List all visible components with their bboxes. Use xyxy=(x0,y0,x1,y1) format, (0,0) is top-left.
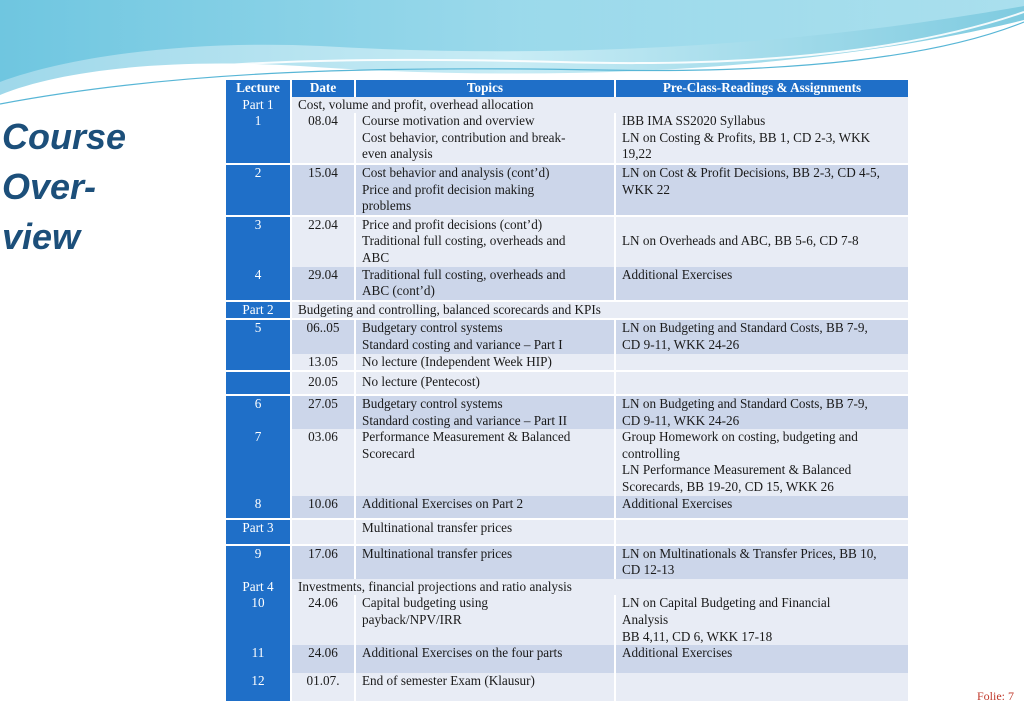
lecture-cell: 4 xyxy=(226,267,292,300)
table-row xyxy=(226,370,908,394)
topics-cell: End of semester Exam (Klausur) xyxy=(356,673,616,701)
topics-cell: No lecture (Pentecost) xyxy=(356,372,616,394)
topics-cell: Multinational transfer prices xyxy=(356,520,616,544)
readings-cell xyxy=(616,673,908,701)
readings-cell xyxy=(616,520,908,544)
lecture-cell: 10 xyxy=(226,595,292,645)
topics-cell: Course motivation and overview Cost behavior, contribution and break- even analysis xyxy=(356,113,616,163)
lecture-cell: 1 xyxy=(226,113,292,163)
lecture-cell: Part 1 xyxy=(226,97,292,114)
table-row xyxy=(226,215,908,267)
lecture-cell: 9 xyxy=(226,546,292,579)
date-cell: 10.06 xyxy=(292,496,356,518)
lecture-cell: Part 3 xyxy=(226,520,292,544)
table-row xyxy=(226,645,908,673)
date-cell: 01.07. xyxy=(292,673,356,701)
table-row xyxy=(226,544,908,579)
lecture-cell: 12 xyxy=(226,673,292,701)
date-cell: 03.06 xyxy=(292,429,356,495)
lecture-cell xyxy=(226,372,292,394)
date-cell: 24.06 xyxy=(292,595,356,645)
date-cell: 06..05 xyxy=(292,320,356,353)
topics-cell: Budgetary control systems Standard costing and variance – Part II xyxy=(356,396,616,429)
header-date: Date xyxy=(292,80,356,97)
lecture-cell: 6 xyxy=(226,396,292,429)
header-lecture: Lecture xyxy=(226,80,292,97)
topics-cell: No lecture (Independent Week HIP) xyxy=(356,354,616,371)
readings-cell: IBB IMA SS2020 Syllabus LN on Costing & Profits, BB 1, CD 2-3, WKK 19,22 xyxy=(616,113,908,163)
readings-cell: Group Homework on costing, budgeting and controlling LN Performance Measurement & Balanced Scorecards, BB 19-20, CD 15, WKK 26 xyxy=(616,429,908,495)
slide-title xyxy=(2,112,126,262)
slide-title-line-1: Course xyxy=(2,116,127,157)
table-row xyxy=(226,163,908,215)
date-cell xyxy=(292,520,356,544)
lecture-cell xyxy=(226,354,292,371)
topics-cell: Additional Exercises on Part 2 xyxy=(356,496,616,518)
table-row-part-3 xyxy=(226,518,908,544)
table-row-part-2 xyxy=(226,300,908,319)
topics-cell: Price and profit decisions (cont’d) Traditional full costing, overheads and ABC xyxy=(356,217,616,267)
date-cell: 24.06 xyxy=(292,645,356,673)
readings-cell: LN on Multinationals & Transfer Prices, BB 10, CD 12-13 xyxy=(616,546,908,579)
table-row xyxy=(226,113,908,163)
topics-cell: Cost behavior and analysis (cont’d) Price and profit decision making problems xyxy=(356,165,616,215)
topics-cell: Traditional full costing, overheads and ABC (cont’d) xyxy=(356,267,616,300)
lecture-cell: Part 4 xyxy=(226,579,292,596)
date-cell: 17.06 xyxy=(292,546,356,579)
readings-cell xyxy=(616,372,908,394)
part-topic-cell: Cost, volume and profit, overhead allocation xyxy=(292,97,908,114)
topics-cell: Multinational transfer prices xyxy=(356,546,616,579)
part-topic-cell: Investments, financial projections and ratio analysis xyxy=(292,579,908,596)
course-schedule-table xyxy=(226,80,908,701)
lecture-cell: 5 xyxy=(226,320,292,353)
readings-cell: Additional Exercises xyxy=(616,267,908,300)
date-cell: 08.04 xyxy=(292,113,356,163)
table-row xyxy=(226,595,908,645)
readings-cell: Additional Exercises xyxy=(616,645,908,673)
table-row xyxy=(226,318,908,353)
table-row xyxy=(226,673,908,701)
part-topic-cell: Budgeting and controlling, balanced scorecards and KPIs xyxy=(292,302,908,319)
date-cell: 22.04 xyxy=(292,217,356,267)
slide-title-line-3: view xyxy=(2,216,81,257)
table-row-part-1 xyxy=(226,97,908,114)
table-row xyxy=(226,496,908,518)
header-readings: Pre-Class-Readings & Assignments xyxy=(616,80,908,97)
table-row xyxy=(226,429,908,495)
readings-cell xyxy=(616,354,908,371)
lecture-cell: 11 xyxy=(226,645,292,673)
topics-cell: Performance Measurement & Balanced Scorecard xyxy=(356,429,616,495)
readings-cell: LN on Budgeting and Standard Costs, BB 7-9, CD 9-11, WKK 24-26 xyxy=(616,320,908,353)
table-row-part-4 xyxy=(226,579,908,596)
lecture-cell: 8 xyxy=(226,496,292,518)
lecture-cell: 7 xyxy=(226,429,292,495)
topics-cell: Capital budgeting using payback/NPV/IRR xyxy=(356,595,616,645)
readings-cell: LN on Budgeting and Standard Costs, BB 7-9, CD 9-11, WKK 24-26 xyxy=(616,396,908,429)
topics-cell: Budgetary control systems Standard costing and variance – Part I xyxy=(356,320,616,353)
topics-cell: Additional Exercises on the four parts xyxy=(356,645,616,673)
readings-cell: LN on Cost & Profit Decisions, BB 2-3, CD 4-5, WKK 22 xyxy=(616,165,908,215)
lecture-cell: 3 xyxy=(226,217,292,267)
date-cell: 15.04 xyxy=(292,165,356,215)
table-row xyxy=(226,354,908,371)
readings-cell: LN on Overheads and ABC, BB 5-6, CD 7-8 xyxy=(616,217,908,267)
table-row xyxy=(226,394,908,429)
readings-cell: LN on Capital Budgeting and Financial Analysis BB 4,11, CD 6, WKK 17-18 xyxy=(616,595,908,645)
slide-title-line-2: Over- xyxy=(2,166,97,207)
lecture-cell: 2 xyxy=(226,165,292,215)
table-header-row xyxy=(226,80,908,97)
date-cell: 27.05 xyxy=(292,396,356,429)
lecture-cell: Part 2 xyxy=(226,302,292,319)
slide-number: Folie: 7 xyxy=(976,689,1014,703)
table-row xyxy=(226,267,908,300)
date-cell: 29.04 xyxy=(292,267,356,300)
date-cell: 20.05 xyxy=(292,372,356,394)
date-cell: 13.05 xyxy=(292,354,356,371)
readings-cell: Additional Exercises xyxy=(616,496,908,518)
header-topics: Topics xyxy=(356,80,616,97)
